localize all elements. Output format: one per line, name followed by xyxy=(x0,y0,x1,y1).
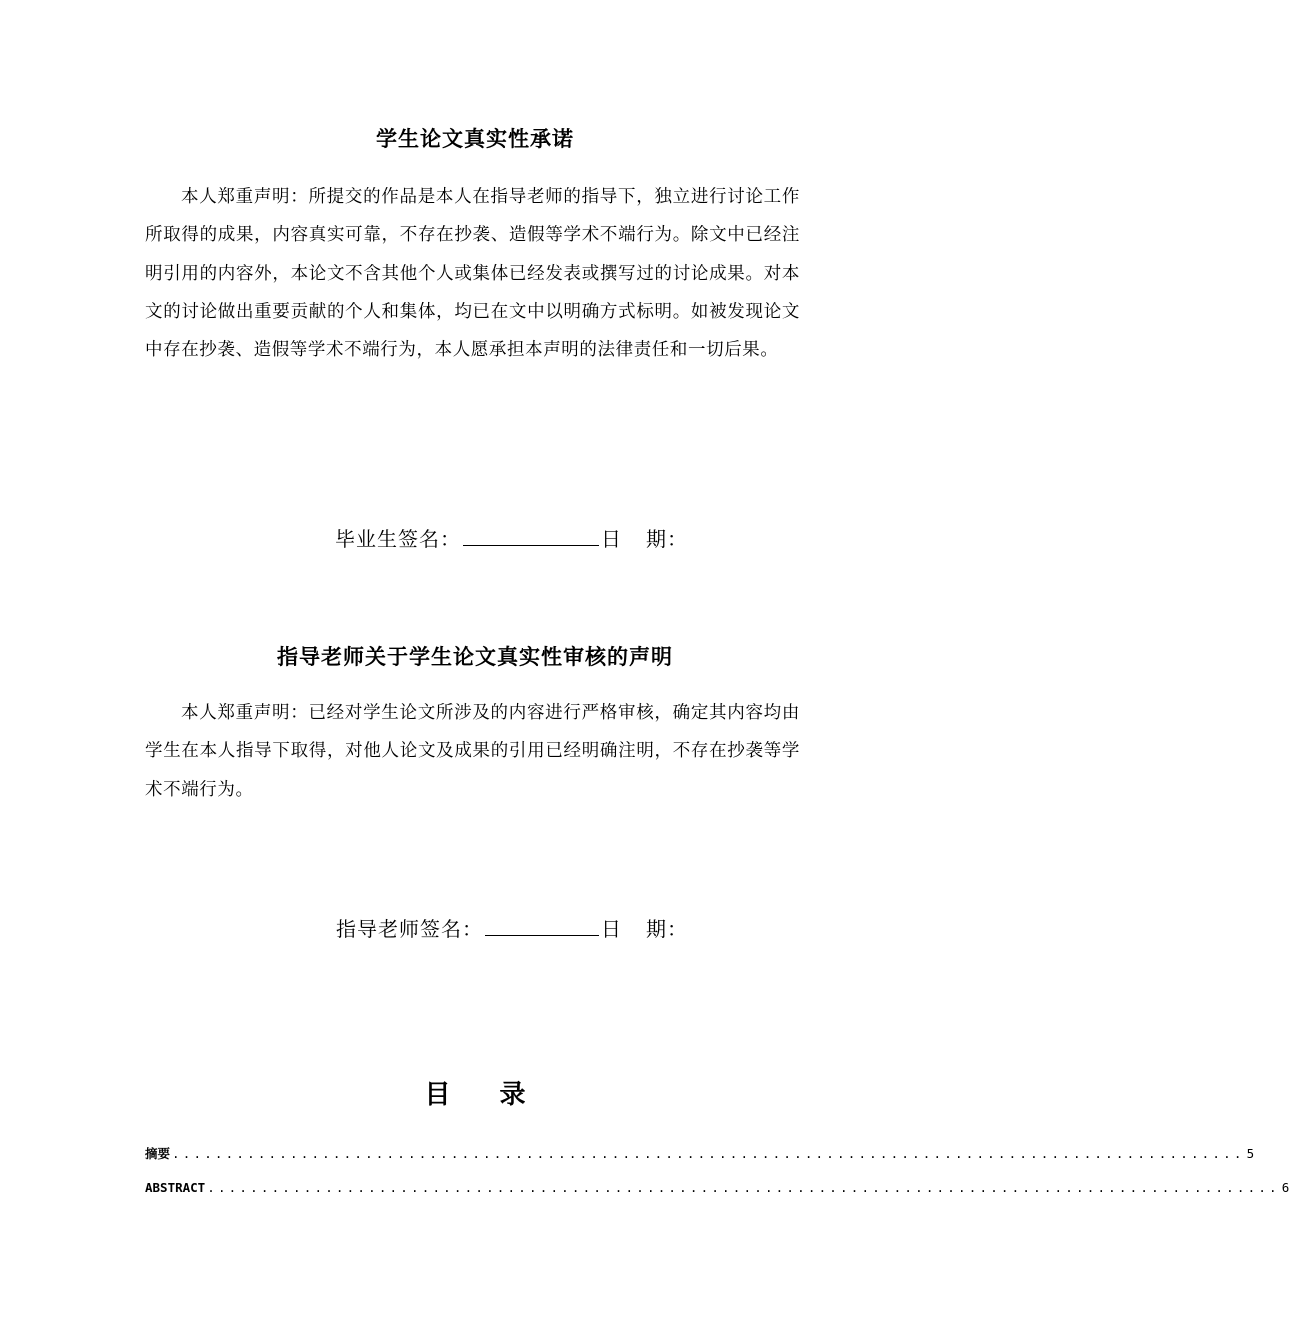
advisor-signature-line xyxy=(0,913,950,942)
student-date xyxy=(601,523,950,552)
toc-entry-label: ABSTRACT xyxy=(145,1180,206,1195)
student-signature-line xyxy=(0,523,950,552)
toc-entry[interactable] xyxy=(145,1144,1255,1162)
date-label-day: 日 xyxy=(601,917,622,941)
student-signature-label: 毕业生签名： xyxy=(335,527,461,551)
date-label-day: 日 xyxy=(601,527,622,551)
student-signature-blank xyxy=(463,525,599,546)
advisor-date xyxy=(601,913,950,942)
toc-leader-dots: .................................................................................................... xyxy=(172,1146,1245,1161)
advisor-signature-label: 指导老师签名： xyxy=(336,917,483,941)
toc-entry-page: 5 xyxy=(1246,1146,1255,1161)
advisor-signature-blank xyxy=(485,915,599,936)
commitment-title: 学生论文真实性承诺 xyxy=(376,127,574,151)
date-label-period: 期： xyxy=(646,917,688,941)
toc-title: 目 录 xyxy=(424,1080,546,1110)
toc-entry-label: 摘要 xyxy=(145,1146,171,1161)
advisor-statement-title: 指导老师关于学生论文真实性审核的声明 xyxy=(277,645,673,669)
commitment-body: 本人郑重声明：所提交的作品是本人在指导老师的指导下，独立进行讨论工作所取得的成果，内容真实可靠，不存在抄袭、造假等学术不端行为。除文中已经注明引用的内容外，本论文不含其他个人或集体已经发表或撰写过的讨论成果。对本文的讨论做出重要贡献的个人和集体，均已在文中以明确方式标明。如被发现论文中存在抄袭、造假等学术不端行为，本人愿承担本声明的法律责任和一切后果。 xyxy=(145,187,800,361)
toc-entry-page: 6 xyxy=(1281,1180,1289,1195)
toc-entry[interactable] xyxy=(145,1180,1289,1195)
toc-leader-dots: .................................................................................................... xyxy=(207,1180,1280,1195)
date-label-period: 期： xyxy=(646,527,688,551)
advisor-statement-body: 本人郑重声明：已经对学生论文所涉及的内容进行严格审核，确定其内容均由学生在本人指导下取得，对他人论文及成果的引用已经明确注明，不存在抄袭等学术不端行为。 xyxy=(145,703,800,800)
